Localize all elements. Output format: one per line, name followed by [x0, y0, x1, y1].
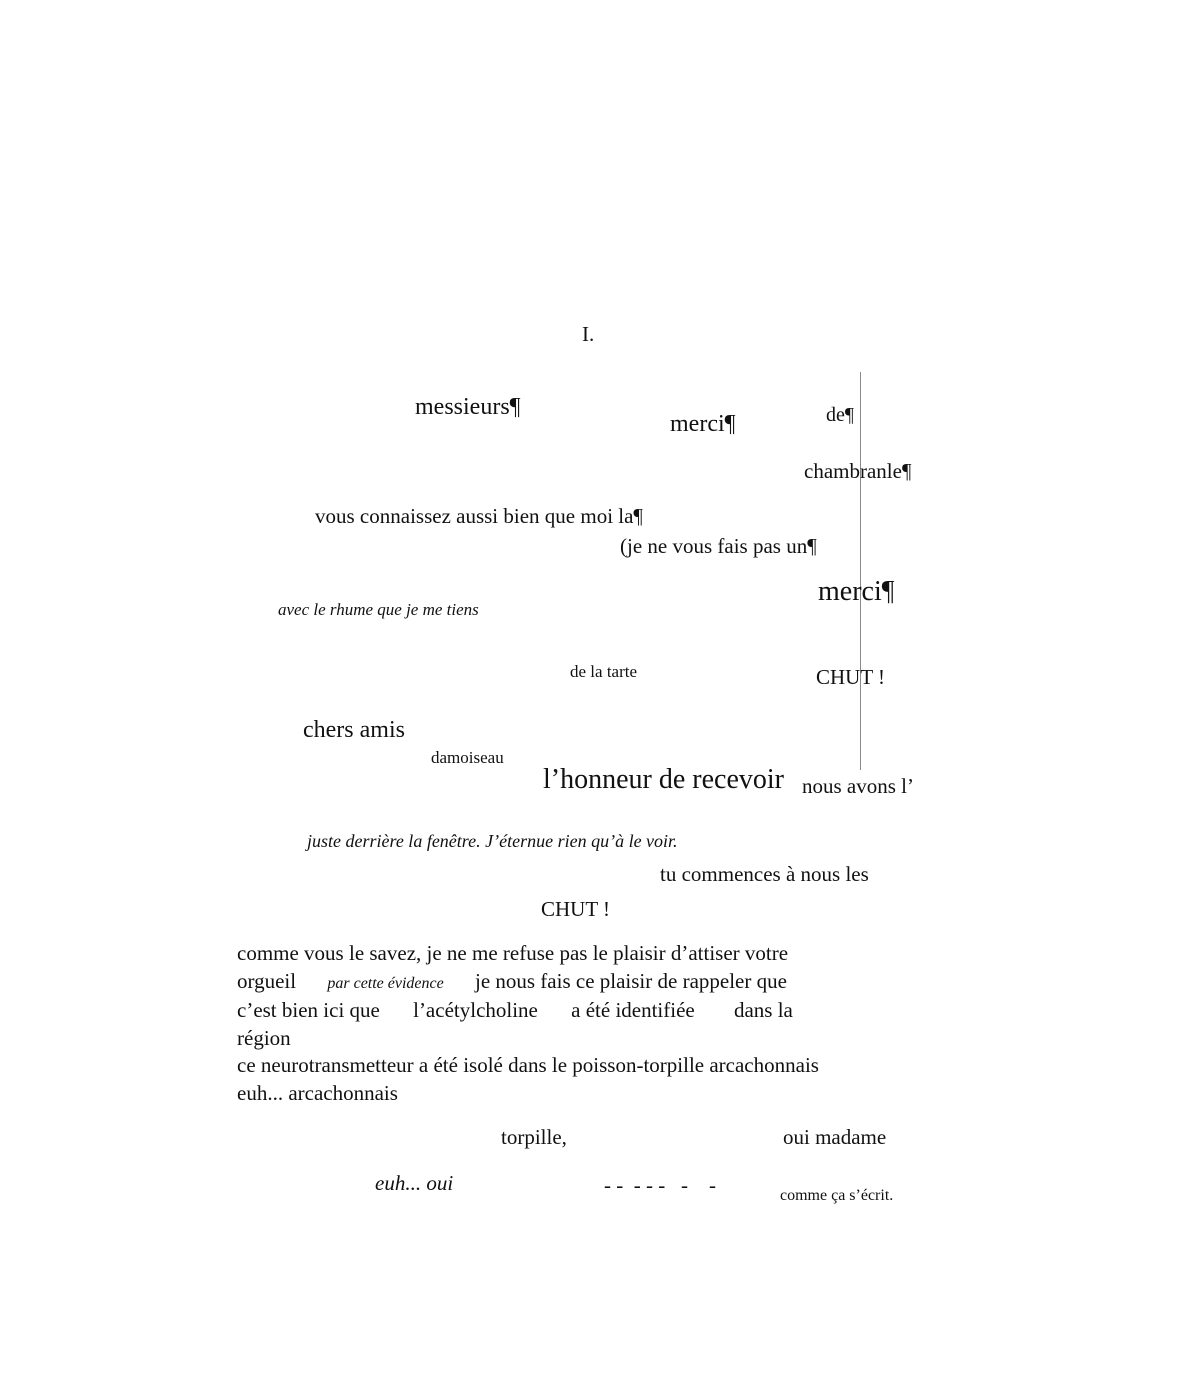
- word-merci-2: merci¶: [818, 576, 895, 607]
- word-euh-oui: euh... oui: [375, 1171, 454, 1195]
- vertical-rule: [860, 372, 861, 770]
- word-comme-ca: comme ça s’écrit.: [780, 1187, 894, 1204]
- word-de: de¶: [826, 404, 854, 426]
- word-merci-1: merci¶: [670, 411, 736, 437]
- word-torpille: torpille,: [501, 1125, 567, 1149]
- word-chut-2: CHUT !: [541, 897, 611, 921]
- line-nous-avons: nous avons l’: [802, 774, 914, 798]
- word-chers-amis: chers amis: [303, 717, 405, 743]
- line-avec-le-rhume: avec le rhume que je me tiens: [278, 600, 479, 619]
- paragraph-line-4: région: [237, 1025, 291, 1050]
- paragraph-je-nous-fais: je nous fais ce plaisir de rappeler que: [474, 968, 787, 993]
- line-tu-commences: tu commences à nous les: [660, 862, 869, 886]
- word-chut-1: CHUT !: [816, 665, 886, 689]
- section-heading: I.: [582, 322, 595, 346]
- paragraph-a-ete-identifiee: a été identifiée: [571, 998, 695, 1022]
- paragraph-line-5: ce neurotransmetteur a été isolé dans le poisson-torpille arcachonnais: [237, 1053, 819, 1077]
- line-honneur: l’honneur de recevoir: [543, 764, 784, 795]
- paragraph-cest-bien-ici: c’est bien ici que: [237, 998, 380, 1022]
- word-messieurs: messieurs¶: [415, 394, 521, 420]
- word-damoiseau: damoiseau: [431, 748, 504, 767]
- paragraph-acetylcholine: l’acétylcholine: [413, 998, 538, 1022]
- dash-sequence: - - - - - - -: [604, 1173, 716, 1197]
- word-de-la-tarte: de la tarte: [570, 662, 638, 681]
- paragraph-line-3: [237, 997, 897, 1025]
- paragraph-orgueil: orgueil: [237, 968, 297, 993]
- paragraph-line-6: euh... arcachonnais: [237, 1080, 398, 1105]
- line-vous-connaissez: vous connaissez aussi bien que moi la¶: [315, 504, 643, 528]
- paragraph-line-1: comme vous le savez, je ne me refuse pas le plaisir d’attiser votre: [237, 941, 789, 965]
- word-oui-madame: oui madame: [783, 1125, 887, 1149]
- paragraph-par-cette-evidence: par cette évidence: [327, 974, 444, 992]
- main-paragraph: [237, 940, 897, 1107]
- line-juste-derriere: juste derrière la fenêtre. J’éternue rien qu’à le voir.: [307, 831, 678, 851]
- paragraph-line-2: [237, 968, 897, 998]
- line-je-ne-vous-fais: (je ne vous fais pas un¶: [620, 534, 817, 558]
- word-chambranle: chambranle¶: [804, 459, 912, 483]
- paragraph-dans-la: dans la: [733, 998, 793, 1022]
